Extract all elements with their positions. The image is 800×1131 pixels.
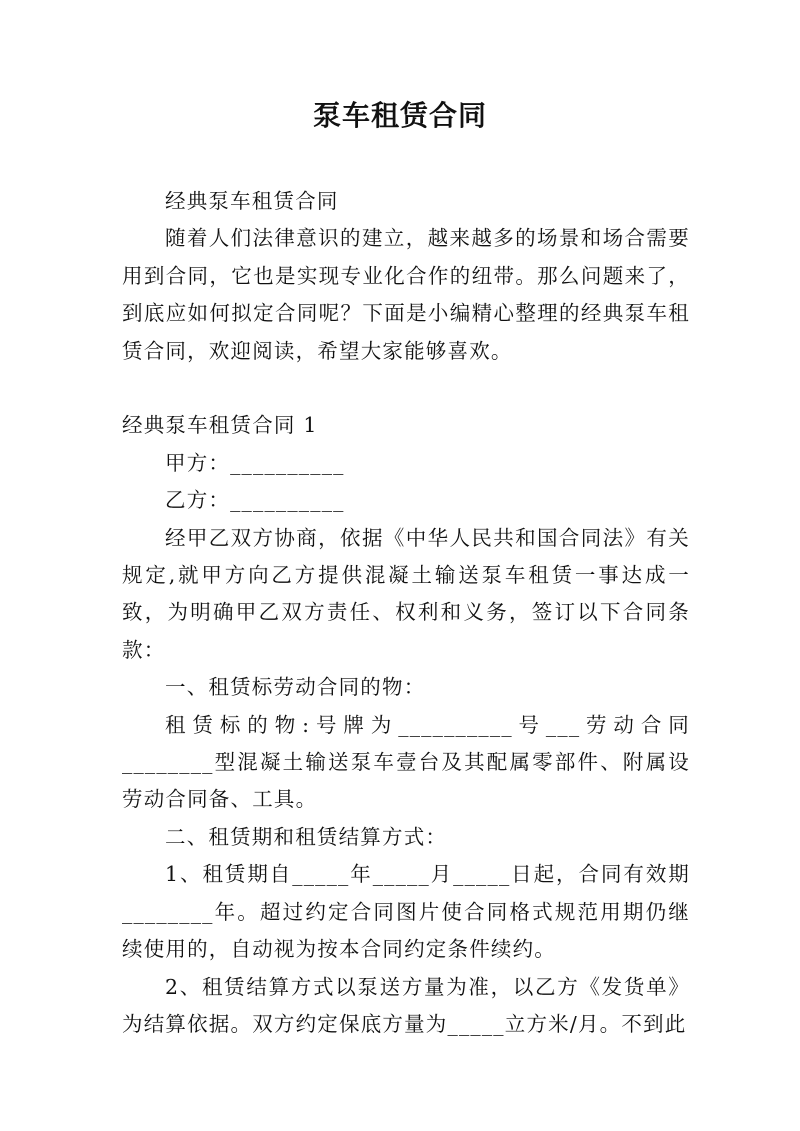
document-title: 泵车租赁合同 bbox=[312, 99, 487, 132]
clause-2-item-1: 1、租赁期自_____年_____月_____日起，合同有效期________年。超过约定合同图片使合同格式规范用期仍继续使用的，自动视为按本合同约定条件续约。 bbox=[122, 862, 690, 962]
clause-1-heading: 一、租赁标劳动合同的物： bbox=[165, 675, 426, 700]
clause-1-body: 租赁标的物:号牌为__________号___劳动合同________型混凝土输送泵车壹台及其配属零部件、附属设劳动合同备、工具。 bbox=[122, 712, 690, 812]
intro-heading: 经典泵车租赁合同 bbox=[165, 189, 339, 213]
party-b-line: 乙方：__________ bbox=[165, 488, 345, 513]
blank-line bbox=[122, 370, 690, 407]
intro-paragraph: 随着人们法律意识的建立，越来越多的场景和场合需要用到合同，它也是实现专业化合作的纽带。那么问题来了，到底应如何拟定合同呢？下面是小编精心整理的经典泵车租赁合同，欢迎阅读，希望大家能够喜欢。 bbox=[122, 226, 690, 363]
party-a-line: 甲方：__________ bbox=[165, 450, 345, 475]
section-heading: 经典泵车租赁合同 1 bbox=[122, 413, 318, 438]
agreement-paragraph: 经甲乙双方协商，依据《中华人民共和国合同法》有关规定,就甲方向乙方提供混凝土输送泵车租赁一事达成一致，为明确甲乙双方责任、权利和义务，签订以下合同条款： bbox=[122, 525, 690, 662]
clause-2-item-2: 2、租赁结算方式以泵送方量为准，以乙方《发货单》为结算依据。双方约定保底方量为_____立方米/月。不到此 bbox=[122, 974, 690, 1036]
document-body bbox=[122, 183, 690, 1043]
clause-2-heading: 二、租赁期和租赁结算方式： bbox=[165, 824, 448, 849]
